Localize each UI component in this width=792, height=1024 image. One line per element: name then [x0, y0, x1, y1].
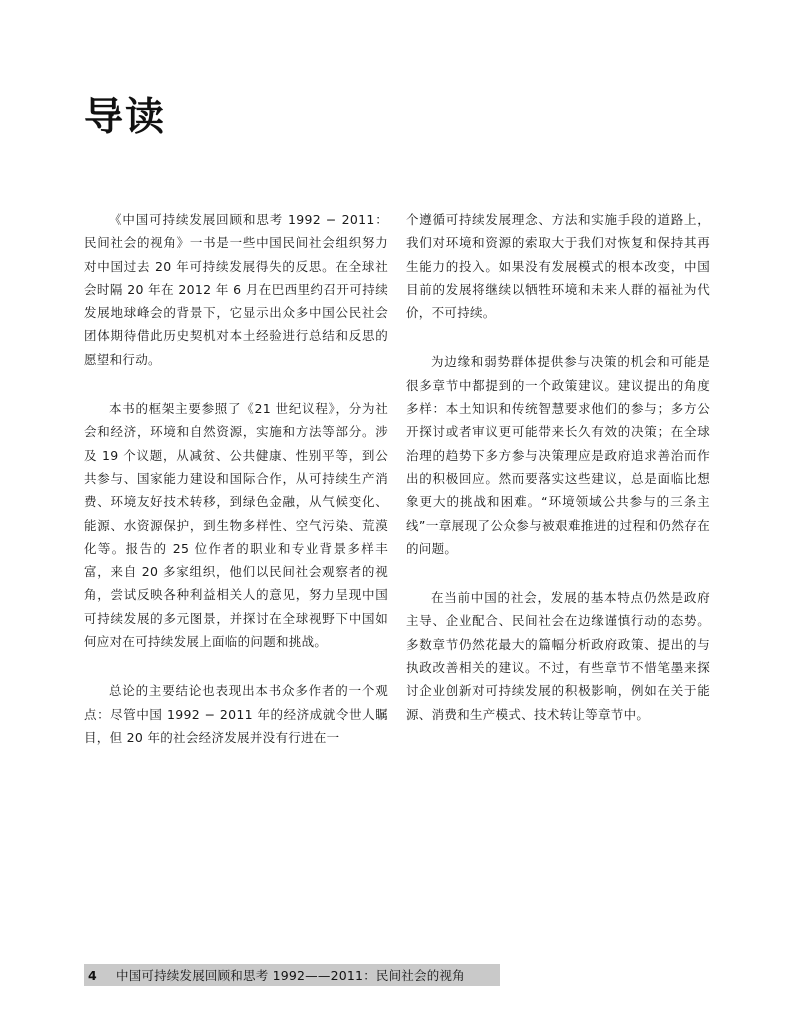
page-title: 导读	[84, 95, 167, 140]
paragraph-conclusion-start: 总论的主要结论也表现出本书众多作者的一个观点：尽管中国 1992 − 2011 年的经济成就令世人瞩目，但 20 年的社会经济发展并没有行进在一	[84, 683, 388, 745]
paragraph-development-pattern: 在当前中国的社会，发展的基本特点仍然是政府主导、企业配合、民间社会在边缘谨慎行动的态势。多数章节仍然花最大的篇幅分析政府政策、提出的与执政改善相关的建议。不过，有些章节不惜笔墨来探讨企业创新对可持续发展的积极影响，例如在关于能源、消费和生产模式、技术转让等章节中。	[406, 590, 710, 722]
paragraph-participation: 为边缘和弱势群体提供参与决策的机会和可能是很多章节中都提到的一个政策建议。建议提出的角度多样：本土知识和传统智慧要求他们的参与；多方公开探讨或者审议更可能带来长久有效的决策；在全球治理的趋势下多方参与决策理应是政府追求善治而作出的积极回应。然而要落实这些建议，总是面临比想象更大的挑战和困难。“环境领域公共参与的三条主线”一章展现了公众参与被艰难推进的过程和仍然存在的问题。	[406, 354, 710, 556]
running-footer-title: 中国可持续发展回顾和思考 1992——2011：民间社会的视角	[116, 968, 465, 983]
right-text-column	[406, 208, 710, 752]
paragraph-framework: 本书的框架主要参照了《21 世纪议程》，分为社会和经济，环境和自然资源，实施和方法等部分。涉及 19 个议题，从减贫、公共健康、性别平等，到公共参与、国家能力建设和国际合作，从可持续生产消费、环境友好技术转移，到绿色金融，从气候变化、能源、水资源保护，到生物多样性、空气污染、荒漠化等。报告的 25 位作者的职业和专业背景多样丰富，来自 20 多家组织，他们以民间社会观察者的视角，尝试反映各种利益相关人的意见，努力呈现中国可持续发展的多元图景，并探讨在全球视野下中国如何应对在可持续发展上面临的问题和挑战。	[84, 401, 388, 650]
footer-bar	[84, 964, 500, 986]
page-number: 4	[88, 967, 97, 983]
left-text-column	[84, 208, 388, 775]
paragraph-introduction: 《中国可持续发展回顾和思考 1992 − 2011：民间社会的视角》一书是一些中国民间社会组织努力对中国过去 20 年可持续发展得失的反思。在全球社会时隔 20 年在 2012 年 6 月在巴西里约召开可持续发展地球峰会的背景下，它显示出众多中国公民社会团体期待借此历史契机对本土经验进行总结和反思的愿望和行动。	[84, 212, 388, 367]
paragraph-conclusion-continued: 个遵循可持续发展理念、方法和实施手段的道路上，我们对环境和资源的索取大于我们对恢复和保持其再生能力的投入。如果没有发展模式的根本改变，中国目前的发展将继续以牺牲环境和未来人群的福祉为代价，不可持续。	[406, 212, 710, 321]
